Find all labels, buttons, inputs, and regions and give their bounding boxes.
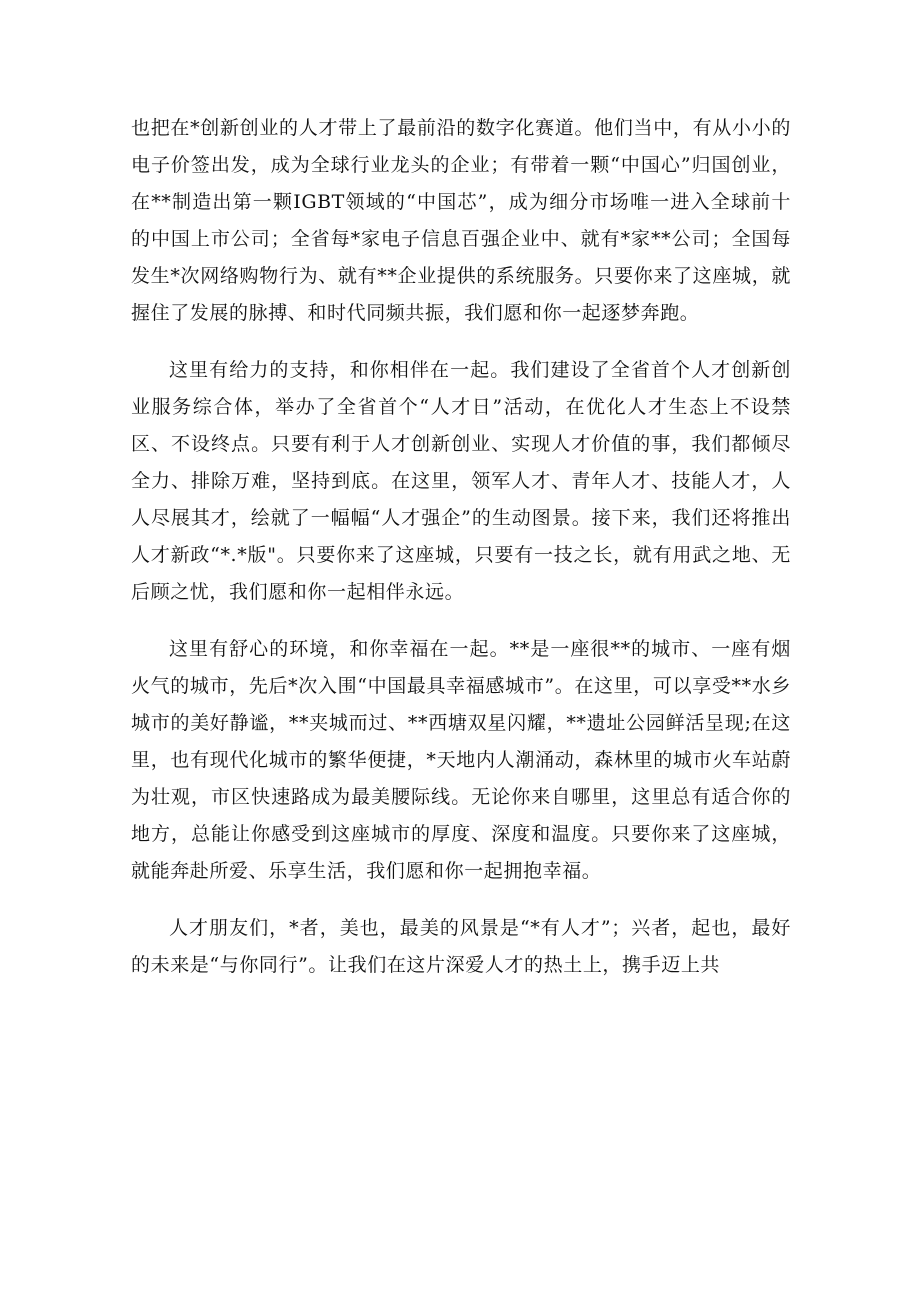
paragraph-closing: 人才朋友们，*者，美也，最美的风景是“*有人才”；兴者，起也，最好的未来是“与你同行”。让我们在这片深爱人才的热土上，携手迈上共 xyxy=(131,917,791,976)
paragraph-support: 这里有给力的支持，和你相伴在一起。我们建设了全省首个人才创新创业服务综合体，举办了全省首个“人才日”活动，在优化人才生态上不设禁区、不设终点。只要有利于人才创新创业、实现人才价值的事，我们都倾尽全力、排除万难，坚持到底。在这里，领军人才、青年人才、技能人才，人人尽展其才，绘就了一幅幅“人才强企”的生动图景。接下来，我们还将推出人才新政“*.*版"。只要你来了这座城，只要有一技之长，就有用武之地、无后顾之忧，我们愿和你一起相伴永远。 xyxy=(131,359,791,603)
paragraph-continued: 也把在*创新创业的人才带上了最前沿的数字化赛道。他们当中，有从小小的电子价签出发，成为全球行业龙头的企业；有带着一颗“中国心”归国创业，在**制造出第一颗IGBT领域的“中国芯”，成为细分市场唯一进入全球前十的中国上市公司；全省每*家电子信息百强企业中、就有*家**公司；全国每发生*次网络购物行为、就有**企业提供的系统服务。只要你来了这座城，就握住了发展的脉搏、和时代同频共振，我们愿和你一起逐梦奔跑。 xyxy=(131,117,791,324)
paragraph-environment: 这里有舒心的环境，和你幸福在一起。**是一座很**的城市、一座有烟火气的城市，先后*次入围“中国最具幸福感城市”。在这里，可以享受**水乡城市的美好静谧，**夹城而过、**西塘双星闪耀，**遗址公园鲜活呈现;在这里，也有现代化城市的繁华便捷，*天地内人潮涌动，森林里的城市火车站蔚为壮观，市区快速路成为最美腰际线。无论你来自哪里，这里总有适合你的地方，总能让你感受到这座城市的厚度、深度和温度。只要你来了这座城，就能奔赴所爱、乐享生活，我们愿和你一起拥抱幸福。 xyxy=(131,638,791,882)
document-body xyxy=(131,110,791,1004)
